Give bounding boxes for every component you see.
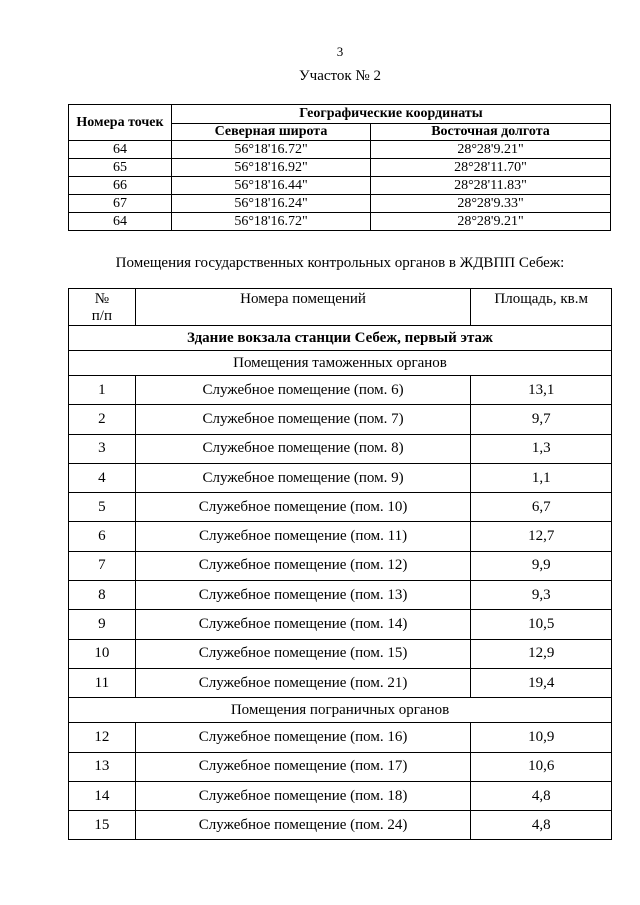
area-cell: 1,3 — [471, 434, 612, 463]
area-cell: 19,4 — [471, 668, 612, 697]
group-title: Помещения пограничных органов — [69, 698, 612, 723]
table-row — [69, 811, 612, 840]
room-name-cell: Служебное помещение (пом. 24) — [135, 811, 471, 840]
coord-row — [69, 195, 611, 213]
latitude-cell: 56°18'16.44" — [172, 177, 371, 195]
room-name-cell: Служебное помещение (пом. 7) — [135, 405, 471, 434]
table-row — [69, 581, 612, 610]
group-title: Помещения таможенных органов — [69, 351, 612, 376]
section-title: Участок № 2 — [299, 68, 381, 84]
latitude-cell: 56°18'16.92" — [172, 159, 371, 177]
row-number-cell: 12 — [69, 723, 136, 752]
room-name-cell: Служебное помещение (пом. 11) — [135, 522, 471, 551]
point-number-cell: 64 — [69, 213, 172, 231]
longitude-cell: 28°28'9.33" — [371, 195, 611, 213]
table-row — [69, 723, 612, 752]
room-name-cell: Служебное помещение (пом. 13) — [135, 581, 471, 610]
building-title: Здание вокзала станции Себеж, первый этаж — [69, 326, 612, 351]
latitude-cell: 56°18'16.72" — [172, 213, 371, 231]
group-row — [69, 351, 612, 376]
coord-row — [69, 159, 611, 177]
longitude-cell: 28°28'11.70" — [371, 159, 611, 177]
room-name-cell: Служебное помещение (пом. 6) — [135, 376, 471, 405]
room-name-cell: Служебное помещение (пом. 9) — [135, 463, 471, 492]
area-cell: 9,7 — [471, 405, 612, 434]
row-number-cell: 1 — [69, 376, 136, 405]
room-name-cell: Служебное помещение (пом. 18) — [135, 781, 471, 810]
row-number-cell: 15 — [69, 811, 136, 840]
header-row-number: № п/п — [69, 289, 136, 326]
table-row — [69, 752, 612, 781]
area-cell: 10,9 — [471, 723, 612, 752]
room-name-cell: Служебное помещение (пом. 14) — [135, 610, 471, 639]
point-number-cell: 66 — [69, 177, 172, 195]
longitude-cell: 28°28'9.21" — [371, 213, 611, 231]
room-name-cell: Служебное помещение (пом. 16) — [135, 723, 471, 752]
row-number-cell: 14 — [69, 781, 136, 810]
area-cell: 9,3 — [471, 581, 612, 610]
table-row — [69, 639, 612, 668]
row-number-cell: 6 — [69, 522, 136, 551]
coord-row — [69, 213, 611, 231]
header-east-longitude: Восточная долгота — [371, 124, 611, 141]
area-cell: 12,7 — [471, 522, 612, 551]
latitude-cell: 56°18'16.24" — [172, 195, 371, 213]
table-row — [69, 610, 612, 639]
header-room-numbers: Номера помещений — [135, 289, 471, 326]
row-number-cell: 5 — [69, 493, 136, 522]
header-point-numbers: Номера точек — [69, 105, 172, 141]
table-row — [69, 551, 612, 580]
row-number-cell: 10 — [69, 639, 136, 668]
area-cell: 1,1 — [471, 463, 612, 492]
row-number-cell: 13 — [69, 752, 136, 781]
table-row — [69, 405, 612, 434]
row-number-cell: 11 — [69, 668, 136, 697]
table-row — [69, 463, 612, 492]
room-name-cell: Служебное помещение (пом. 21) — [135, 668, 471, 697]
point-number-cell: 64 — [69, 141, 172, 159]
area-cell: 12,9 — [471, 639, 612, 668]
table-row — [69, 376, 612, 405]
table-row — [69, 781, 612, 810]
table-row — [69, 434, 612, 463]
page-number: 3 — [336, 44, 344, 59]
room-name-cell: Служебное помещение (пом. 17) — [135, 752, 471, 781]
point-number-cell: 65 — [69, 159, 172, 177]
row-number-cell: 3 — [69, 434, 136, 463]
area-cell: 6,7 — [471, 493, 612, 522]
area-cell: 13,1 — [471, 376, 612, 405]
area-cell: 10,5 — [471, 610, 612, 639]
table-row — [69, 493, 612, 522]
group-row — [69, 698, 612, 723]
header-area: Площадь, кв.м — [471, 289, 612, 326]
row-number-cell: 7 — [69, 551, 136, 580]
latitude-cell: 56°18'16.72" — [172, 141, 371, 159]
room-name-cell: Служебное помещение (пом. 10) — [135, 493, 471, 522]
row-number-cell: 9 — [69, 610, 136, 639]
coord-row — [69, 177, 611, 195]
table-row — [69, 668, 612, 697]
header-north-latitude: Северная широта — [172, 124, 371, 141]
row-number-cell: 8 — [69, 581, 136, 610]
point-number-cell: 67 — [69, 195, 172, 213]
room-name-cell: Служебное помещение (пом. 12) — [135, 551, 471, 580]
longitude-cell: 28°28'9.21" — [371, 141, 611, 159]
premises-table — [68, 288, 612, 840]
row-number-cell: 4 — [69, 463, 136, 492]
room-name-cell: Служебное помещение (пом. 15) — [135, 639, 471, 668]
table-row — [69, 522, 612, 551]
area-cell: 4,8 — [471, 781, 612, 810]
header-geo-coordinates: Географические координаты — [172, 105, 611, 124]
premises-caption: Помещения государственных контрольных органов в ЖДВПП Себеж: — [115, 255, 565, 271]
area-cell: 9,9 — [471, 551, 612, 580]
coordinates-table — [68, 104, 611, 231]
area-cell: 10,6 — [471, 752, 612, 781]
room-name-cell: Служебное помещение (пом. 8) — [135, 434, 471, 463]
coord-row — [69, 141, 611, 159]
area-cell: 4,8 — [471, 811, 612, 840]
row-number-cell: 2 — [69, 405, 136, 434]
longitude-cell: 28°28'11.83" — [371, 177, 611, 195]
